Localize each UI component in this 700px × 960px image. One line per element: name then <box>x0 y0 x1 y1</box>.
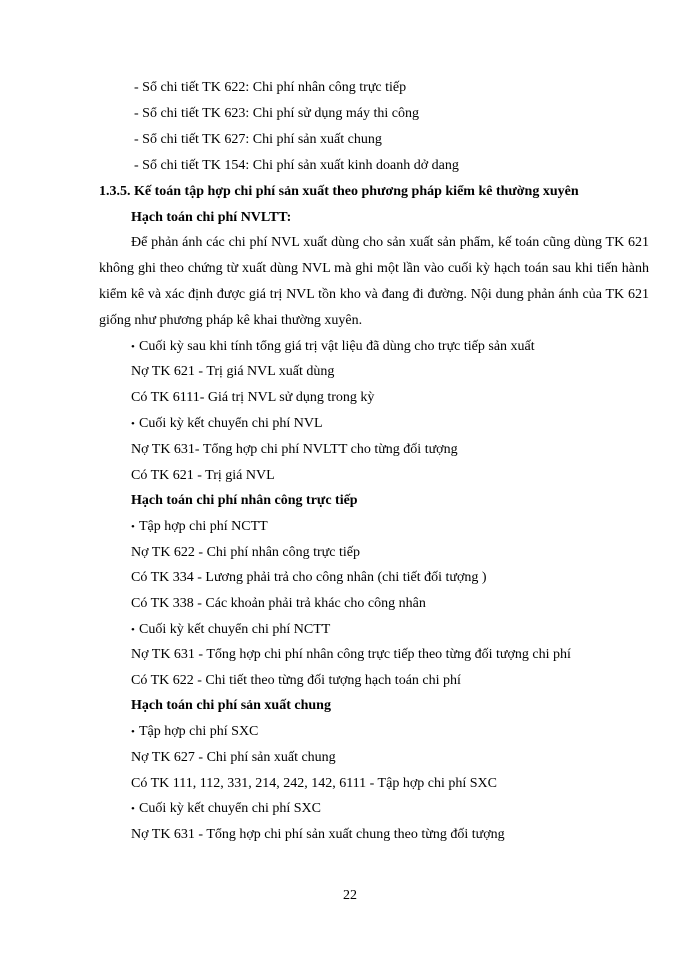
bullet-text: Tập hợp chi phí NCTT <box>139 519 268 534</box>
list-item-tk623: - Sổ chi tiết TK 623: Chi phí sử dụng máy thi công <box>134 106 419 121</box>
ncct-heading: Hạch toán chi phí nhân công trực tiếp <box>131 493 358 508</box>
nvltt-heading: Hạch toán chi phí NVLTT: <box>131 210 292 225</box>
list-item-tk622: - Sổ chi tiết TK 622: Chi phí nhân công trực tiếp <box>134 80 407 95</box>
sxc-bullet-1 <box>131 723 258 741</box>
nvltt-bullet-2 <box>131 415 323 433</box>
bullet-text: Cuối kỳ sau khi tính tổng giá trị vật liệu đã dùng cho trực tiếp sản xuất <box>139 339 535 354</box>
nvltt-entry-credit-621: Có TK 621 - Trị giá NVL <box>131 468 275 483</box>
ncct-bullet-1 <box>131 518 268 536</box>
ncct-entry-credit-338: Có TK 338 - Các khoản phải trả khác cho công nhân <box>131 596 426 611</box>
section-heading: 1.3.5. Kế toán tập hợp chi phí sản xuất theo phương pháp kiểm kê thường xuyên <box>99 184 579 199</box>
list-item-tk154: - Sổ chi tiết TK 154: Chi phí sản xuất kinh doanh dở dang <box>134 158 459 173</box>
sxc-heading: Hạch toán chi phí sản xuất chung <box>131 698 331 713</box>
sxc-entry-debit-627: Nợ TK 627 - Chi phí sản xuất chung <box>131 750 336 765</box>
bullet-text: Cuối kỳ kết chuyển chi phí NCTT <box>139 622 331 637</box>
ncct-bullet-2 <box>131 621 330 639</box>
bullet-icon: • <box>131 726 135 738</box>
bullet-text: Cuối kỳ kết chuyển chi phí SXC <box>139 801 321 816</box>
bullet-icon: • <box>131 418 135 430</box>
sxc-entry-credit-accounts: Có TK 111, 112, 331, 214, 242, 142, 6111 - Tập hợp chi phí SXC <box>131 776 497 791</box>
nvltt-entry-credit-6111: Có TK 6111- Giá trị NVL sử dụng trong kỳ <box>131 390 375 405</box>
bullet-icon: • <box>131 341 135 353</box>
ncct-entry-credit-334: Có TK 334 - Lương phải trả cho công nhân (chi tiết đối tượng ) <box>131 570 487 585</box>
sxc-bullet-2 <box>131 800 321 818</box>
nvltt-bullet-1 <box>131 338 535 356</box>
bullet-text: Tập hợp chi phí SXC <box>139 724 259 739</box>
ncct-entry-debit-631: Nợ TK 631 - Tổng hợp chi phí nhân công trực tiếp theo từng đối tượng chi phí <box>131 647 571 662</box>
nvltt-entry-debit-631: Nợ TK 631- Tổng hợp chi phí NVLTT cho từng đối tượng <box>131 442 458 457</box>
bullet-icon: • <box>131 624 135 636</box>
nvltt-entry-debit-621: Nợ TK 621 - Trị giá NVL xuất dùng <box>131 364 335 379</box>
page-number: 22 <box>343 888 357 903</box>
bullet-icon: • <box>131 521 135 533</box>
ncct-entry-credit-622: Có TK 622 - Chi tiết theo từng đối tượng hạch toán chi phí <box>131 673 461 688</box>
sxc-entry-debit-631: Nợ TK 631 - Tổng hợp chi phí sản xuất chung theo từng đối tượng <box>131 827 505 842</box>
ncct-entry-debit-622: Nợ TK 622 - Chi phí nhân công trực tiếp <box>131 545 360 560</box>
nvltt-paragraph: Để phản ánh các chi phí NVL xuất dùng cho sản xuất sản phẩm, kế toán cũng dùng TK 621 không ghi theo chứng từ xuất dùng NVL mà ghi một lần vào cuối kỳ hạch toán sau khi tiến hành kiểm kê và xác định được giá trị NVL tồn kho và đang đi đường. Nội dung phản ánh của TK 621 giống như phương pháp kê khai thường xuyên. <box>99 235 649 328</box>
bullet-text: Cuối kỳ kết chuyển chi phí NVL <box>139 416 323 431</box>
list-item-tk627: - Sổ chi tiết TK 627: Chi phí sản xuất chung <box>134 132 382 147</box>
bullet-icon: • <box>131 803 135 815</box>
